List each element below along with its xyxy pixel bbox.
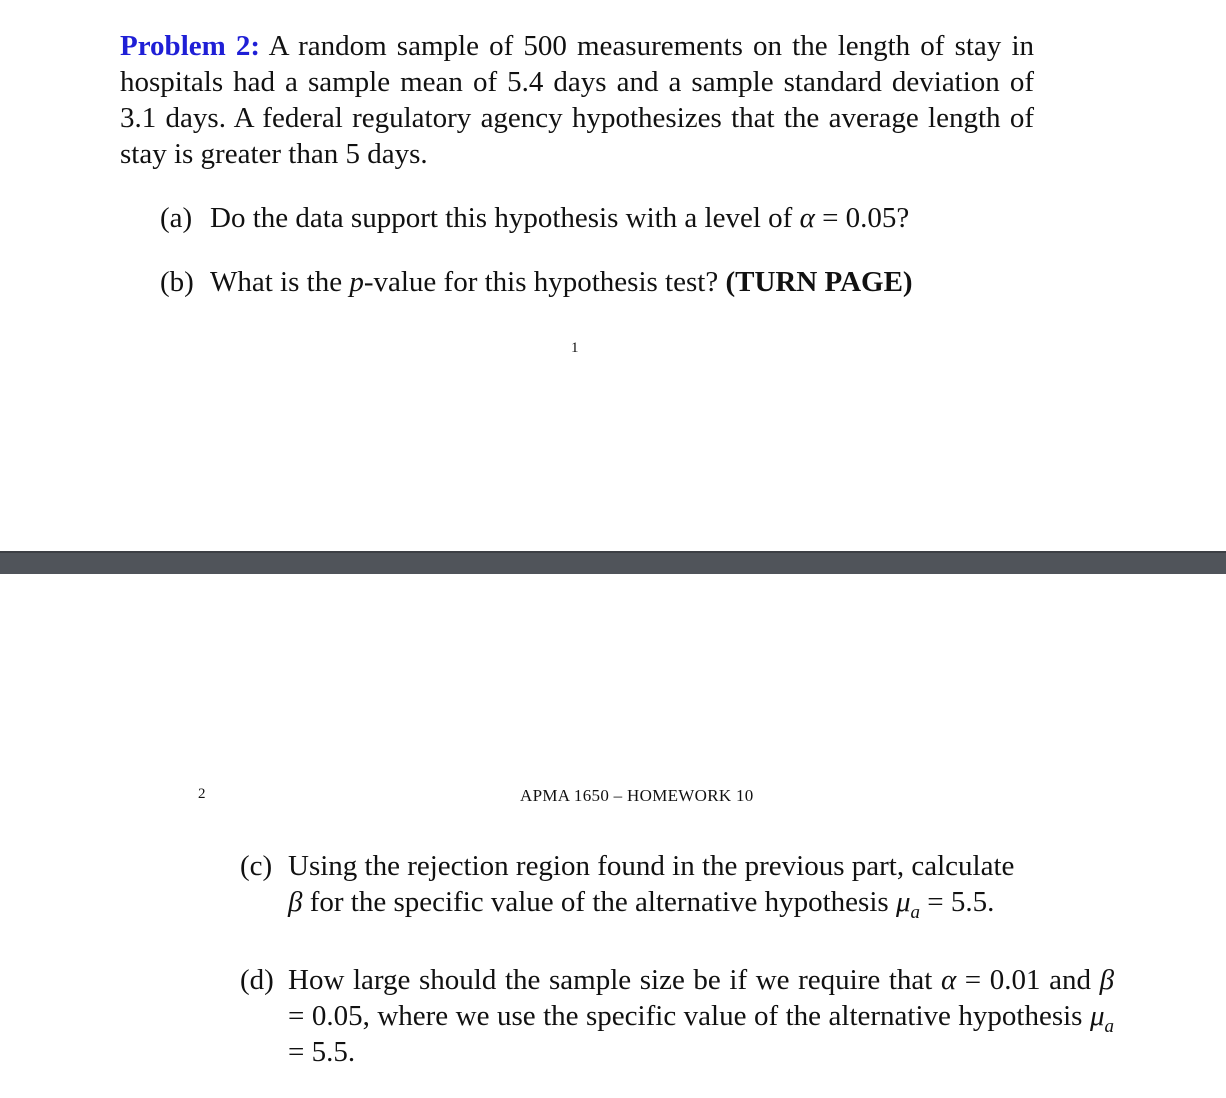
part-c-value: = 5.5. [927, 886, 995, 918]
p-symbol: p [349, 266, 364, 298]
mu-subscript: a [910, 901, 920, 923]
part-c [240, 848, 1114, 923]
part-d [240, 962, 1114, 1070]
alpha-symbol: α [799, 202, 815, 234]
problem-label: Problem 2: [120, 30, 261, 62]
problem-statement [120, 28, 1034, 172]
part-d-text-1: How large should the sample size be if we require that [288, 964, 933, 996]
part-c-line-1: Using the rejection region found in the previous part, calculate [288, 850, 1015, 882]
page-number: 2 [198, 786, 206, 802]
part-b-text-2: -value for this hypothesis test? [363, 266, 719, 298]
beta-symbol: β [1099, 964, 1115, 996]
part-b [160, 264, 1040, 300]
page-number: 1 [571, 340, 579, 356]
part-a [160, 200, 1040, 236]
part-d-text-3: = 0.05, where we use the specific value of the alternative hypothesis [288, 1000, 1083, 1032]
part-b-text: What is the [210, 266, 343, 298]
turn-page-note: (TURN PAGE) [725, 266, 913, 298]
part-c-line-2: for the specific value of the alternative hypothesis [309, 886, 889, 918]
mu-subscript: a [1104, 1015, 1115, 1037]
part-a-tag: (a) [160, 202, 193, 234]
part-d-text-4: = 5.5. [288, 1036, 356, 1068]
part-a-value: = 0.05? [822, 202, 910, 234]
running-head: APMA 1650 – HOMEWORK 10 [520, 786, 754, 805]
part-d-tag: (d) [240, 964, 274, 996]
part-b-tag: (b) [160, 266, 194, 298]
part-a-text: Do the data support this hypothesis with a level of [210, 202, 793, 234]
part-d-text-2: = 0.01 and [964, 964, 1091, 996]
mu-symbol: μ [1089, 1000, 1105, 1032]
beta-symbol: β [288, 886, 303, 918]
alpha-symbol: α [940, 964, 957, 996]
part-c-tag: (c) [240, 850, 273, 882]
pdf-page-2 [0, 574, 1226, 1098]
problem-text: A random sample of 500 measurements on the length of stay in hospitals had a sample mean of 5.4 days and a sample standard deviation of 3.1 days. A federal regulatory agency hypothesizes that the average length of stay is greater than 5 days. [120, 30, 1034, 170]
mu-symbol: μ [895, 886, 911, 918]
page-separator [0, 551, 1226, 574]
